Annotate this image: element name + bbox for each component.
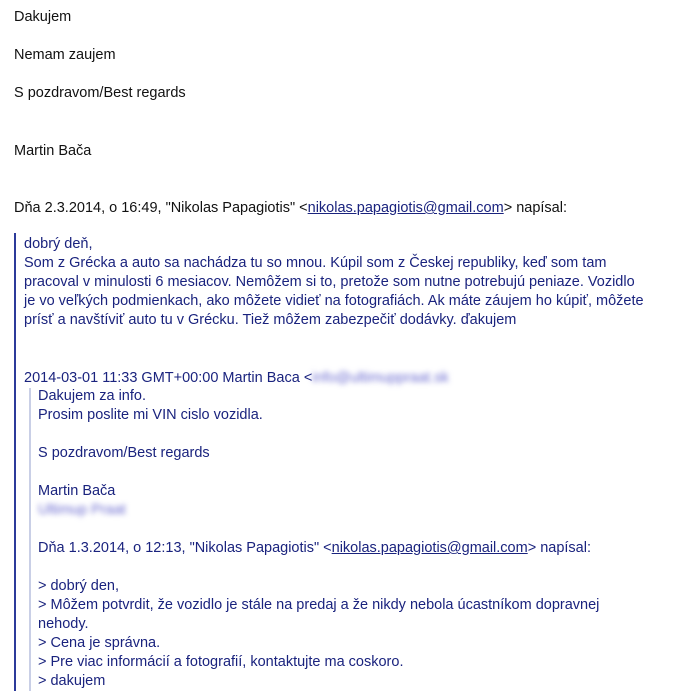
- quote-header-prefix: 2014-03-01 11:33 GMT+00:00 Martin Baca <: [24, 370, 313, 386]
- redacted-company-text: Ultimup Praat: [38, 502, 126, 518]
- sender-email-link[interactable]: nikolas.papagiotis@gmail.com: [307, 200, 504, 216]
- quote-line: > dakujem: [38, 673, 106, 689]
- quote-header-suffix: >:: [448, 370, 462, 386]
- quote-line: > Cena je správna.: [38, 635, 161, 651]
- reply-line: Dakujem: [14, 9, 72, 25]
- reply-signoff: S pozdravom/Best regards: [14, 85, 186, 101]
- quote-line: > dobrý den,: [38, 578, 120, 594]
- quote-line: Som z Grécka a auto sa nachádza tu so mnou. Kúpil som z Českej republiky, keď som tam: [24, 255, 607, 271]
- quote-line: pracoval v minulosti 6 mesiacov. Nemôžem si to, pretože som nutne potrebujú peniaze. Vozidlo: [24, 274, 635, 290]
- quote-line: > Pre viac informácií a fotografií, kontaktujte ma coskoro.: [38, 654, 404, 670]
- reply-name: Martin Bača: [14, 143, 92, 159]
- quote-signoff: S pozdravom/Best regards: [38, 445, 210, 461]
- quote-name: Martin Bača: [38, 483, 116, 499]
- quote-header-suffix: > napísal:: [527, 540, 591, 556]
- redacted-email: info@ultimuppraat.sk: [312, 370, 449, 386]
- quote-line: prísť a navštíviť auto tu v Grécku. Tiež môžem zabezpečiť dodávky. ďakujem: [24, 312, 517, 328]
- quote-line: Prosim poslite mi VIN cislo vozidla.: [38, 407, 263, 423]
- quote-header: [14, 199, 567, 218]
- redacted-company: [38, 501, 126, 520]
- quote-line: dobrý deň,: [24, 236, 93, 252]
- quote-header-prefix: Dňa 1.3.2014, o 12:13, "Nikolas Papagiotis" <: [38, 540, 332, 556]
- quote-bar: [14, 233, 16, 691]
- reply-line: Nemam zaujem: [14, 47, 116, 63]
- quote-line: nehody.: [38, 616, 89, 632]
- sender-email-link[interactable]: nikolas.papagiotis@gmail.com: [331, 540, 528, 556]
- quote-line: Dakujem za info.: [38, 388, 146, 404]
- quote-header-suffix: > napísal:: [503, 200, 567, 216]
- quote-header: [38, 539, 591, 558]
- quote-bar: [29, 535, 31, 691]
- quote-header-prefix: Dňa 2.3.2014, o 16:49, "Nikolas Papagiotis" <: [14, 200, 308, 216]
- quote-line: > Môžem potvrdit, že vozidlo je stále na predaj a že nikdy nebola úcastníkom dopravnej: [38, 597, 600, 613]
- quote-header: [24, 369, 461, 388]
- quote-line: je vo veľkých podmienkach, ako môžete vidieť na fotografiách. Ak máte záujem ho kúpiť, môžete: [24, 293, 644, 309]
